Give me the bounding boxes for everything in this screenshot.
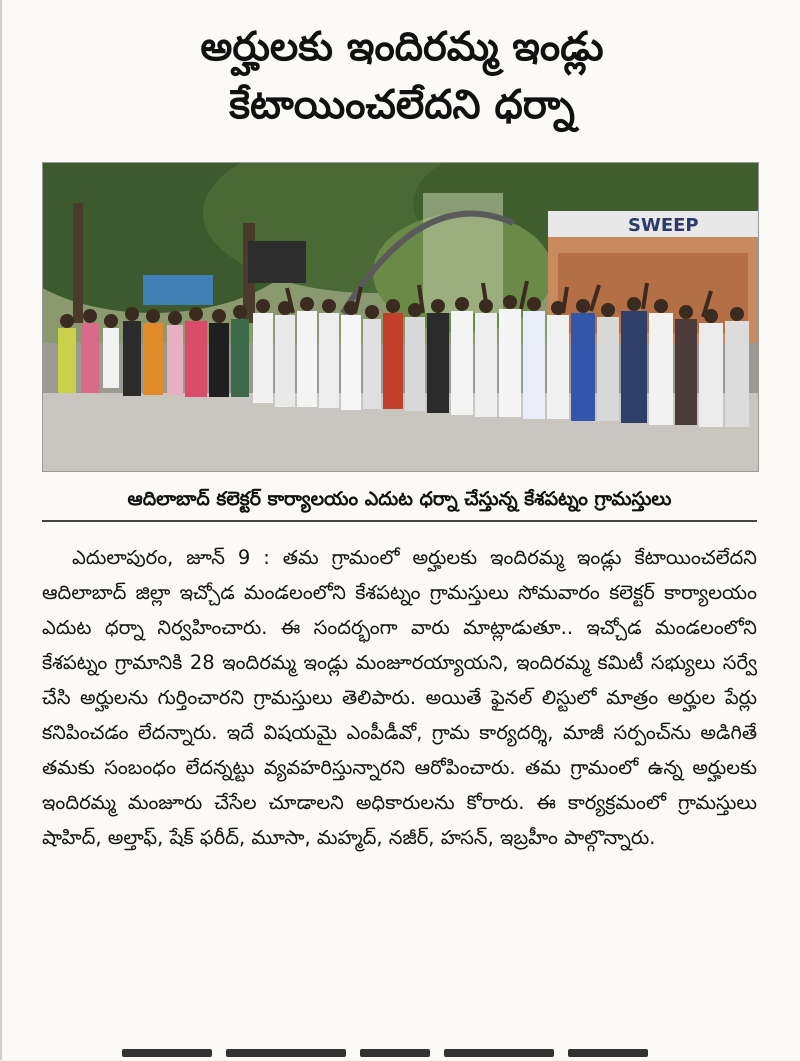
cut-off-next-line <box>122 1042 682 1056</box>
article-body <box>42 540 757 855</box>
news-photo <box>42 162 759 472</box>
headline-line-2: కేటాయించలేదని ధర్నా <box>229 82 575 128</box>
headline <box>32 18 772 134</box>
headline-line-1: అర్హులకు ఇందిరమ్మ ఇండ్లు <box>200 24 604 70</box>
photo-caption: ఆదిలాబాద్ కలెక్టర్ కార్యాలయం ఎదుట ధర్నా చేస్తున్న కేశపట్నం గ్రామస్తులు <box>42 478 757 522</box>
sweep-banner-text: SWEEP <box>628 215 699 236</box>
article-paragraph: ఎదులాపురం, జూన్ 9 : తమ గ్రామంలో అర్హులకు ఇందిరమ్మ ఇండ్లు కేటాయించలేదని ఆదిలాబాద్ జిల్లా ఇచ్చోడ మండలంలోని కేశపట్నం గ్రామస్తులు సోమవారం కలెక్టర్ కార్యాలయం ఎదుట ధర్నా నిర్వహించారు. ఈ సందర్భంగా వారు మాట్లాడుతూ.. ఇచ్చోడ మండలంలోని కేశపట్నం గ్రామానికి 28 ఇందిరమ్మ ఇండ్లు మంజూరయ్యాయని, ఇందిరమ్మ కమిటీ సభ్యులు సర్వే చేసి అర్హులను గుర్తించారని గ్రామస్తులు తెలిపారు. అయితే ఫైనల్ లిస్టులో మాత్రం అర్హుల పేర్లు కనిపించడం లేదన్నారు. ఇదే విషయమై ఎంపీడీవో, గ్రామ కార్యదర్శి, మాజీ సర్పంచ్‌ను అడిగితే తమకు సంబంధం లేదన్నట్టు వ్యవహరిస్తున్నారని ఆరోపించారు. తమ గ్రామంలో ఉన్న అర్హులకు ఇందిరమ్మ మంజూరు చేసేల చూడాలని అధికారులను కోరారు. ఈ కార్యక్రమంలో గ్రామస్తులు షాహిద్, అల్తాఫ్, షేక్ ఫరీద్, మూసా, మహ్మద్, నజీర్, హసన్, ఇబ్రహీం పాల్గొన్నారు. <box>42 546 757 849</box>
protest-photo-illustration <box>43 163 758 471</box>
